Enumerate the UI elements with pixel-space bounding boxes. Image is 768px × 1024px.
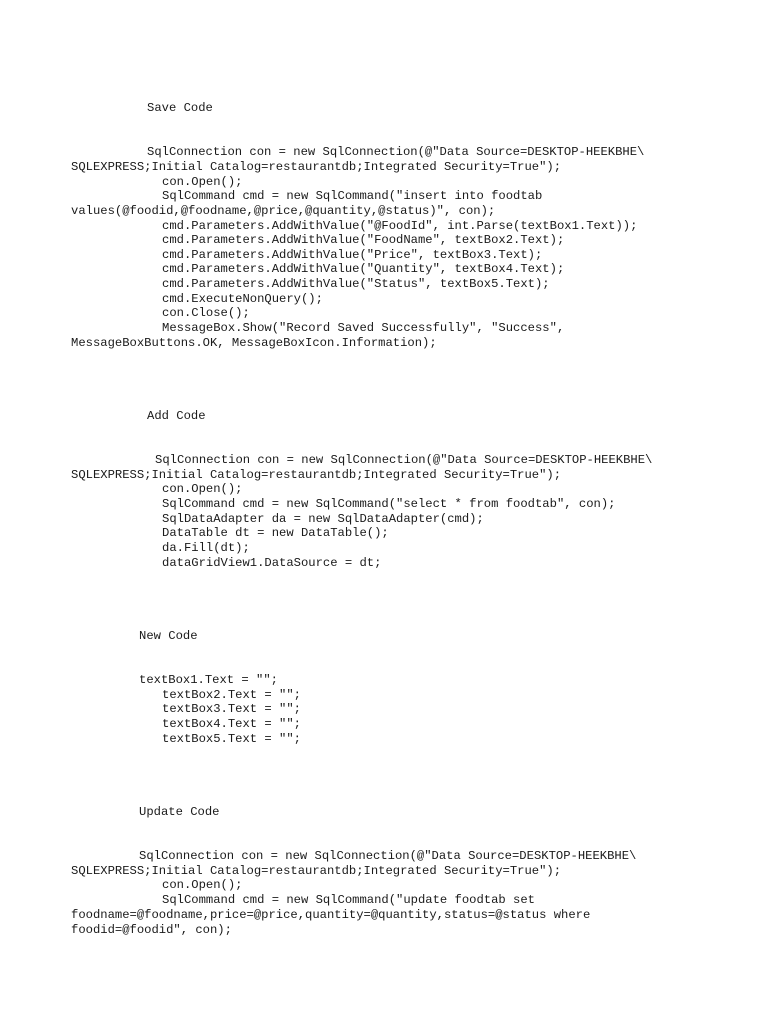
code-line: con.Open(); [162, 878, 243, 892]
section-heading: New Code [139, 629, 198, 643]
code-line: con.Open(); [162, 482, 243, 496]
code-line: textBox4.Text = ""; [162, 717, 301, 731]
section-heading: Add Code [147, 409, 206, 423]
code-line: SqlCommand cmd = new SqlCommand("select * from foodtab", con); [162, 497, 616, 511]
code-line: cmd.ExecuteNonQuery(); [162, 292, 323, 306]
code-line: SqlConnection con = new SqlConnection(@"Data Source=DESKTOP-HEEKBHE\ [155, 453, 653, 467]
code-line: cmd.Parameters.AddWithValue("FoodName", textBox2.Text); [162, 233, 565, 247]
code-line: textBox3.Text = ""; [162, 702, 301, 716]
code-line: cmd.Parameters.AddWithValue("Price", textBox3.Text); [162, 248, 543, 262]
code-line: foodname=@foodname,price=@price,quantity=@quantity,status=@status where [71, 908, 591, 922]
code-line: foodid=@foodid", con); [71, 923, 232, 937]
code-line: cmd.Parameters.AddWithValue("@FoodId", int.Parse(textBox1.Text)); [162, 219, 638, 233]
code-line: con.Open(); [162, 175, 243, 189]
code-line: textBox2.Text = ""; [162, 688, 301, 702]
code-line: SqlConnection con = new SqlConnection(@"Data Source=DESKTOP-HEEKBHE\ [147, 145, 645, 159]
code-line: DataTable dt = new DataTable(); [162, 526, 389, 540]
code-line: values(@foodid,@foodname,@price,@quantity,@status)", con); [71, 204, 496, 218]
section-heading: Update Code [139, 805, 220, 819]
code-line: cmd.Parameters.AddWithValue("Quantity", textBox4.Text); [162, 262, 565, 276]
code-line: textBox5.Text = ""; [162, 732, 301, 746]
code-line: cmd.Parameters.AddWithValue("Status", textBox5.Text); [162, 277, 550, 291]
code-line: SQLEXPRESS;Initial Catalog=restaurantdb;Integrated Security=True"); [71, 160, 562, 174]
section-heading: Save Code [147, 101, 213, 115]
code-line: SqlCommand cmd = new SqlCommand("insert into foodtab [162, 189, 543, 203]
code-line: con.Close(); [162, 306, 250, 320]
code-line: MessageBox.Show("Record Saved Successfully", "Success", [162, 321, 565, 335]
code-line: SQLEXPRESS;Initial Catalog=restaurantdb;Integrated Security=True"); [71, 468, 562, 482]
code-line: SqlConnection con = new SqlConnection(@"Data Source=DESKTOP-HEEKBHE\ [139, 849, 637, 863]
code-line: da.Fill(dt); [162, 541, 250, 555]
code-line: dataGridView1.DataSource = dt; [162, 556, 382, 570]
code-line: SQLEXPRESS;Initial Catalog=restaurantdb;Integrated Security=True"); [71, 864, 562, 878]
code-line: SqlCommand cmd = new SqlCommand("update foodtab set [162, 893, 535, 907]
code-line: SqlDataAdapter da = new SqlDataAdapter(cmd); [162, 512, 484, 526]
code-line: textBox1.Text = ""; [139, 673, 278, 687]
code-line: MessageBoxButtons.OK, MessageBoxIcon.Information); [71, 336, 437, 350]
